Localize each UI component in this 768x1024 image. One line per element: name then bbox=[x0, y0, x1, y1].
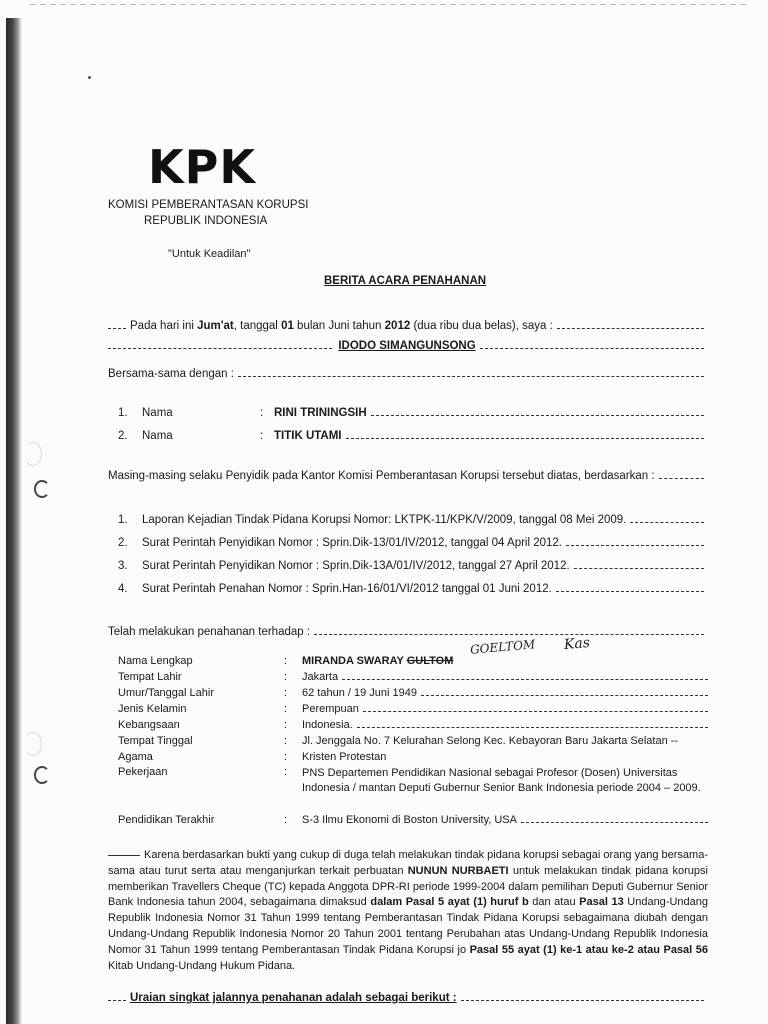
punch-hole-mark bbox=[34, 766, 50, 784]
document-title: BERITA ACARA PENAHANAN bbox=[324, 275, 487, 287]
org-name-line1: KOMISI PEMBERANTASAN KORUPSI bbox=[108, 199, 309, 211]
faint-punch-hole bbox=[24, 732, 42, 756]
investigator-row: 1. Nama : RINI TRININGSIH bbox=[108, 407, 704, 421]
investigator-name: RINI TRININGSIH bbox=[274, 407, 367, 419]
detention-line bbox=[108, 626, 704, 640]
opening-text: Pada hari ini Jum'at, tanggal 01 bulan Juni tahun 2012 (dua ribu dua belas), saya : bbox=[130, 320, 553, 332]
bio-row-name: Nama Lengkap : MIRANDA SWARAY GULTOM bbox=[118, 655, 454, 667]
detention-label: Telah melakukan penahanan terhadap : bbox=[108, 626, 311, 638]
basis-item: 4. Surat Perintah Penahan Nomor : Sprin.Han-16/01/VI/2012 tanggal 01 Juni 2012. bbox=[108, 583, 704, 597]
together-label: Bersama-sama dengan : bbox=[108, 368, 234, 380]
together-line bbox=[108, 368, 704, 382]
motto: "Untuk Keadilan" bbox=[168, 248, 251, 260]
bio-row-nationality: Kebangsaan : Indonesia. bbox=[118, 719, 708, 732]
reason-paragraph: Karena berdasarkan bukti yang cukup di duga telah melakukan tindak pidana korupsi sebagai orang yang bersama-sama atau turut serta atau menganjurkan terkait perbuatan NUNUN NURBAETI untuk melakukan tindak pidana korupsi memberikan Travellers Cheque (TC) kepada Anggota DPR-RI periode 1999-2004 dalam pemilihan Deputi Gubernur Senior Bank Indonesia tahun 2004, sebagaimana dimaksud dalam Pasal 5 ayat (1) huruf b dan atau Pasal 13 Undang-Undang Republik Indonesia Nomor 31 Tahun 1999 tentang Pemberantasan Tindak Pidana Korupsi sebagaimana diubah dengan Undang-Undang Republik Indonesia Nomor 20 Tahun 2001 tentang Perubahan atas Undang-Undang Republik Indonesia Nomor 31 Tahun 1999 tentang Pemberantasan Tindak Pidana Korupsi jo Pasal 55 ayat (1) ke-1 atau ke-2 atau Pasal 56 Kitab Undang-Undang Hukum Pidana. bbox=[108, 849, 708, 972]
bio-row-sex: Jenis Kelamin : Perempuan bbox=[118, 703, 708, 716]
handwritten-correction: GOELTOM bbox=[469, 637, 536, 657]
bio-row-religion: Agama : Kristen Protestan bbox=[118, 751, 387, 763]
suspect-name: MIRANDA SWARAY GULTOM bbox=[302, 655, 454, 667]
basis-item: 2. Surat Perintah Penyidikan Nomor : Sprin.Dik-13/01/IV/2012, tanggal 04 April 2012. bbox=[108, 537, 704, 551]
summary-heading-line bbox=[108, 992, 704, 1006]
bio-row-job: Pekerjaan : PNS Departemen Pendidikan Nasional sebagai Profesor (Dosen) Universitas Indonesia / mantan Deputi Gubernur Senior Bank Indonesia periode 2004 – 2009. bbox=[118, 766, 701, 794]
investigator-row: 2. Nama : TITIK UTAMI bbox=[108, 430, 704, 444]
basis-item: 3. Surat Perintah Penyidikan Nomor : Sprin.Dik-13A/01/IV/2012, tanggal 27 April 2012. bbox=[108, 560, 704, 574]
scan-binding-shadow bbox=[6, 18, 22, 1024]
bio-row-address: Tempat Tinggal : Jl. Jenggala No. 7 Kelurahan Selong Kec. Kebayoran Baru Jakarta Selatan -- bbox=[118, 735, 679, 747]
basis-item: 1. Laporan Kejadian Tindak Pidana Korupsi Nomor: LKTPK-11/KPK/V/2009, tanggal 08 Mei 2009. bbox=[108, 514, 704, 528]
bio-row-age: Umur/Tanggal Lahir : 62 tahun / 19 Juni 1949 bbox=[118, 687, 708, 700]
document-page bbox=[108, 0, 708, 1024]
officer-name: IDODO SIMANGUNSONG bbox=[338, 340, 476, 352]
opening-line bbox=[108, 320, 704, 334]
punch-hole-mark bbox=[34, 480, 50, 498]
bio-row-pob: Tempat Lahir : Jakarta bbox=[118, 671, 708, 684]
org-name-line2: REPUBLIK INDONESIA bbox=[144, 215, 268, 227]
officer-line bbox=[108, 340, 704, 354]
bio-row-education: Pendidikan Terakhir : S-3 Ilmu Ekonomi di Boston University, USA bbox=[118, 814, 708, 827]
basis-text: Masing-masing selaku Penyidik pada Kantor Komisi Pemberantasan Korupsi tersebut diatas, berdasarkan : bbox=[108, 470, 655, 482]
summary-heading: Uraian singkat jalannya penahanan adalah sebagai berikut : bbox=[130, 992, 457, 1004]
faint-punch-hole bbox=[24, 442, 42, 466]
investigator-name: TITIK UTAMI bbox=[274, 430, 342, 442]
kpk-logo: KPK bbox=[148, 140, 257, 194]
scan-speck bbox=[88, 76, 91, 79]
basis-line bbox=[108, 470, 704, 484]
handwritten-initial: Kas bbox=[563, 634, 591, 654]
